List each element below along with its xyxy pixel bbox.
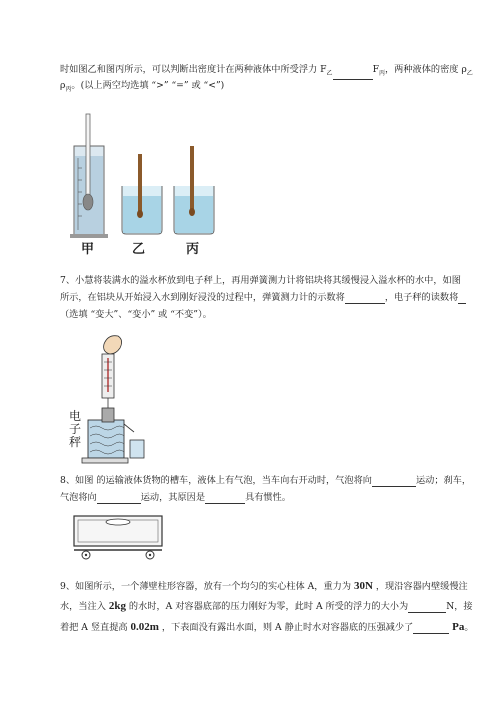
q7-line-3: （选填 “变大”、“变小” 或 “不变”）。 xyxy=(60,309,212,320)
beaker-yi xyxy=(122,154,162,234)
answer-blank-buoyancy[interactable] xyxy=(408,612,446,613)
q8-line-2: 气泡将向 运动，其原因是 具有惯性。 xyxy=(60,492,291,503)
q8-line-1: 8、如图 的运输液体货物的槽车，液体上有气泡，当车向右开动时，气泡将向 运动；刹车， xyxy=(60,475,472,486)
q9-line-1: 9、如图所示，一个薄壁柱形容器，放有一个均匀的实心柱体 A，重力为 30N ，现沿容器内壁缓慢注 xyxy=(60,580,468,592)
q9-line-2: 水，当注入 2kg 的水时，A 对容器底部的压力刚好为零，此时 A 所受的浮力的大小为 N，接 xyxy=(60,600,473,612)
q6-line-2: $\rho_丙$。(以上两空均选填 “>” “=” 或 “<”) xyxy=(60,80,225,93)
catch-beaker xyxy=(130,440,144,458)
answer-blank-f[interactable] xyxy=(333,79,373,80)
answer-blank-scale-reading[interactable] xyxy=(458,303,466,304)
graduated-cylinder-jia xyxy=(70,114,108,238)
figure-label-yi: 乙 xyxy=(132,242,146,257)
q7-line-1: 7、小慧将装满水的溢水杯放到电子秤上，再用弹簧测力计将铝块将其缓慢浸入溢水杯的水中，如图 xyxy=(60,275,461,286)
figure-label-bing: 丙 xyxy=(186,242,200,257)
q6-line-1: 时如图乙和图丙所示，可以判断出密度计在两种液体中所受浮力 $F_乙$ $F_丙$，两种液体的密度 $\rho_乙$ xyxy=(60,64,473,80)
answer-blank-bubble-brake[interactable] xyxy=(97,503,141,504)
beaker-bing xyxy=(174,146,214,234)
answer-blank-bubble-start[interactable] xyxy=(372,486,416,487)
figure-label-jia: 甲 xyxy=(81,242,95,257)
overflow-cup xyxy=(88,408,134,458)
bubble-icon xyxy=(106,519,130,525)
answer-blank-spring-reading[interactable] xyxy=(345,303,385,304)
answer-blank-inertia[interactable] xyxy=(205,503,245,504)
tanker-truck-figure xyxy=(72,512,168,562)
electronic-scale-label: 电 子 秤 xyxy=(69,409,82,449)
electronic-scale xyxy=(82,458,128,463)
q9-line-3: 着把 A 竖直提高 0.02m ，下表面没有露出水面，则 A 静止时水对容器底的压强减少了 Pa。 xyxy=(60,621,474,633)
hand-icon xyxy=(104,336,122,354)
answer-blank-pressure[interactable] xyxy=(413,633,449,634)
hydrometer-figure xyxy=(62,108,232,248)
spring-scale xyxy=(102,354,114,408)
q7-line-2: 所示，在铝块从开始浸入水到刚好浸没的过程中，弹簧测力计的示数将 ，电子秤的读数将 xyxy=(60,292,466,304)
